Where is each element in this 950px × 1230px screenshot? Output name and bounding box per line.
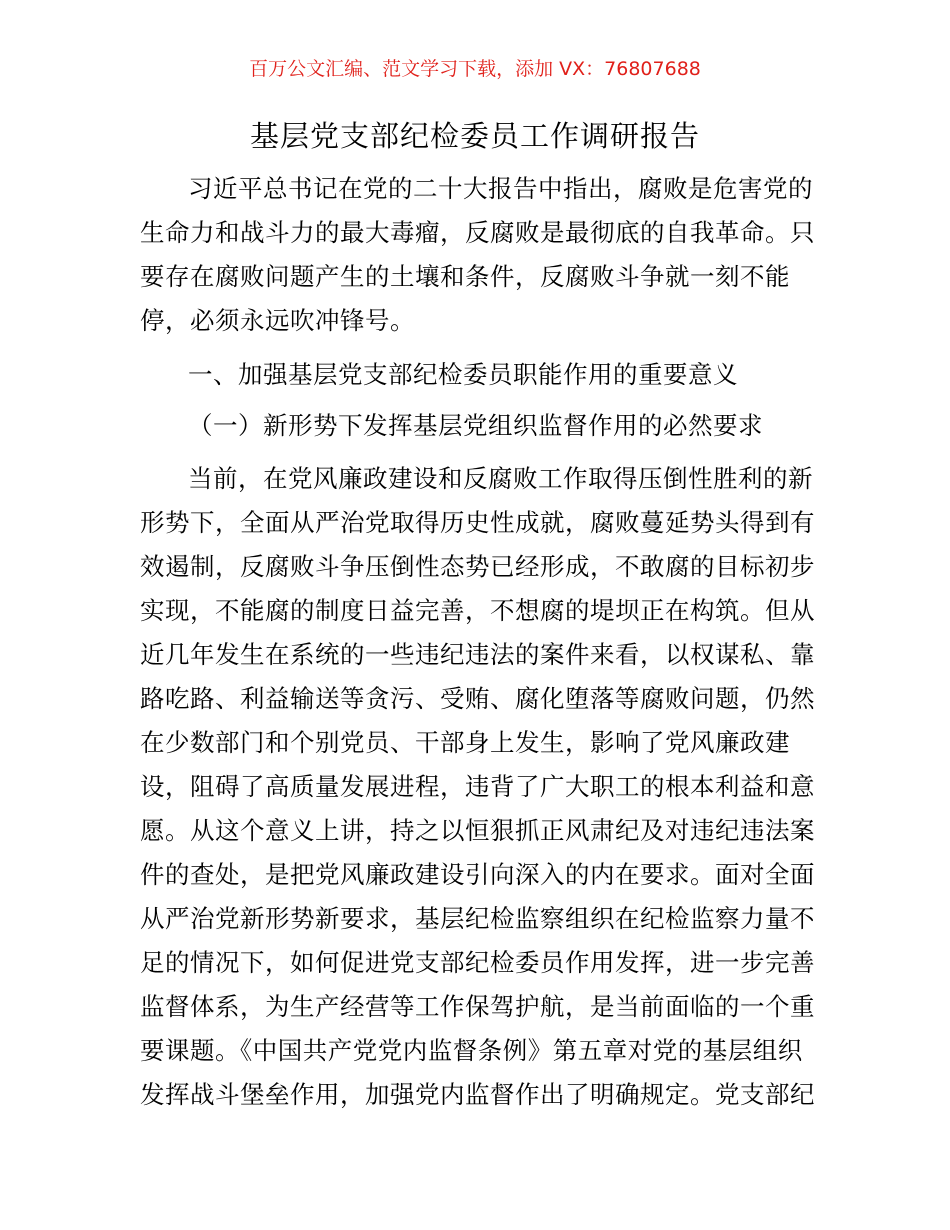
text-line: 形势下，全面从严治党取得历史性成就，腐败蔓延势头得到有 — [140, 508, 815, 537]
text-line: 设，阻碍了高质量发展进程，违背了广大职工的根本利益和意 — [140, 772, 815, 801]
text-line: 路吃路、利益输送等贪污、受贿、腐化堕落等腐败问题，仍然 — [140, 684, 815, 713]
text-line: 生命力和战斗力的最大毒瘤，反腐败是最彻底的自我革命。只 — [140, 218, 815, 247]
document-title: 基层党支部纪检委员工作调研报告 — [249, 119, 700, 153]
text-line: 效遏制，反腐败斗争压倒性态势已经形成，不敢腐的目标初步 — [140, 552, 815, 581]
text-line: 停，必须永远吹冲锋号。 — [140, 306, 415, 335]
text-line: 从严治党新形势新要求，基层纪检监察组织在纪检监察力量不 — [140, 904, 815, 933]
section-heading: 一、加强基层党支部纪检委员职能作用的重要意义 — [188, 360, 738, 389]
subsection-heading: （一）新形势下发挥基层党组织监督作用的必然要求 — [188, 411, 763, 440]
text-line: 愿。从这个意义上讲，持之以恒狠抓正风肃纪及对违纪违法案 — [140, 816, 815, 845]
watermark-header: 百万公文汇编、范文学习下载，添加 VX：76807688 — [249, 58, 701, 80]
text-line: 在少数部门和个别党员、干部身上发生，影响了党风廉政建 — [140, 728, 790, 757]
text-line: 当前，在党风廉政建设和反腐败工作取得压倒性胜利的新 — [188, 464, 813, 493]
text-line: 要存在腐败问题产生的土壤和条件，反腐败斗争就一刻不能 — [140, 262, 790, 291]
text-line: 足的情况下，如何促进党支部纪检委员作用发挥，进一步完善 — [140, 948, 815, 977]
text-line: 监督体系，为生产经营等工作保驾护航，是当前面临的一个重 — [140, 992, 815, 1021]
text-line: 近几年发生在系统的一些违纪违法的案件来看，以权谋私、靠 — [140, 640, 815, 669]
text-line: 要课题。《中国共产党党内监督条例》第五章对党的基层组织 — [140, 1036, 803, 1065]
text-line: 实现，不能腐的制度日益完善，不想腐的堤坝正在构筑。但从 — [140, 596, 815, 625]
text-line: 件的查处，是把党风廉政建设引向深入的内在要求。面对全面 — [140, 860, 815, 889]
text-line: 习近平总书记在党的二十大报告中指出，腐败是危害党的 — [188, 174, 813, 203]
text-line: 发挥战斗堡垒作用，加强党内监督作出了明确规定。党支部纪 — [140, 1080, 815, 1109]
